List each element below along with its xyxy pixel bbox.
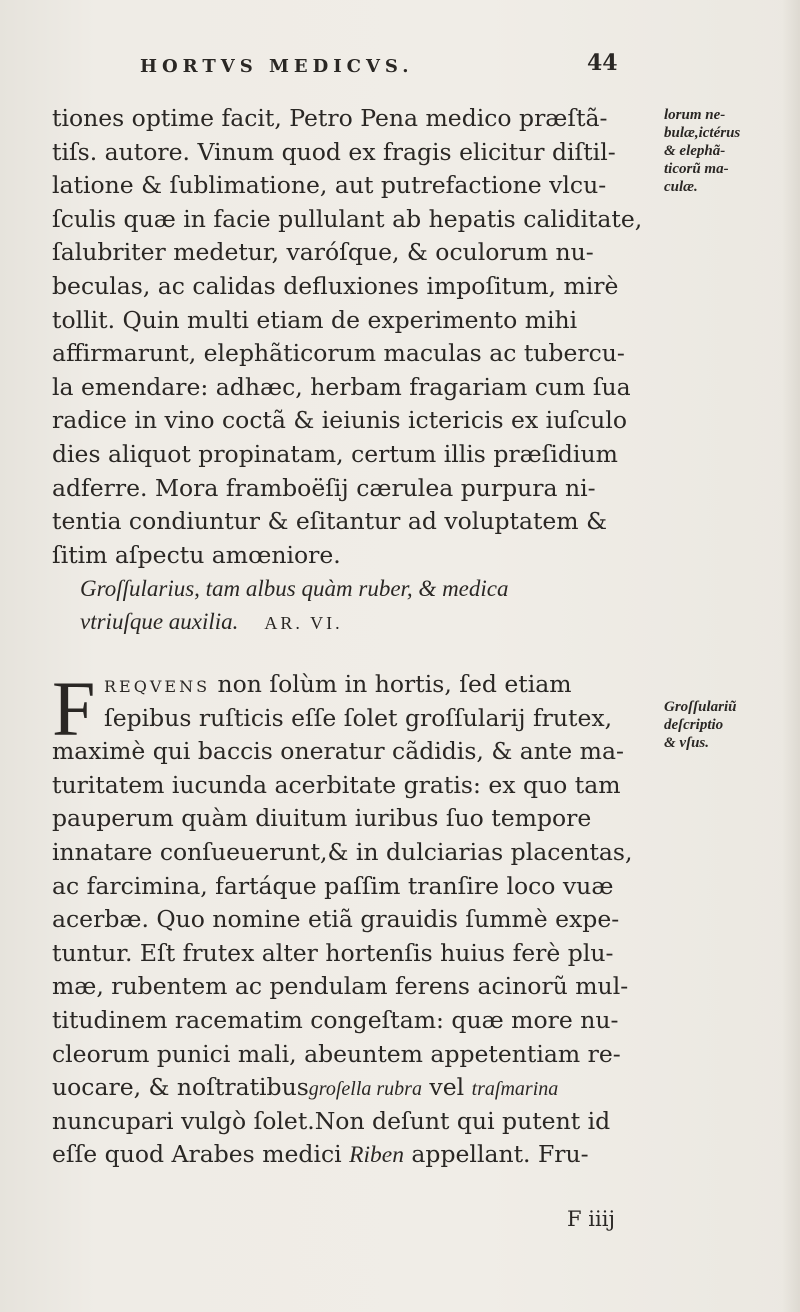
drop-cap: F — [52, 665, 96, 752]
note-line: culæ. — [664, 179, 698, 195]
text-line: pauperum quàm diuitum iuribus ſuo tempore — [52, 804, 592, 833]
text-line: tiſs. autore. Vinum quod ex fragis elicitur diſtil- — [52, 137, 616, 166]
text-line: la emendare: adhæc, herbam fragariam cum ſua — [52, 372, 631, 401]
text-line: mæ, rubentem ac pendulam ferens acinorũ mul- — [52, 972, 629, 1001]
text-line: turitatem iucunda acerbitate gratis: ex quo tam — [52, 770, 621, 799]
text-line: dies aliquot propinatam, certum illis præſidium — [52, 439, 618, 468]
opening-caps: REQVENS — [104, 677, 211, 696]
italic-term: traſmarina — [471, 1078, 559, 1101]
text-block-2 — [52, 665, 637, 1172]
text-line: ſculis quæ in facie pullulant ab hepatis caliditate, — [52, 204, 643, 233]
note-line: lorum ne- — [664, 107, 726, 123]
text-line: adferre. Mora framboëſij cærulea purpura ni- — [52, 473, 596, 502]
heading-line-2-text: vtriuſque auxilia. — [80, 609, 239, 634]
italic-term: Riben — [349, 1142, 404, 1169]
text-line: radice in vino coctã & ieiunis ictericis ex iuſculo — [52, 406, 627, 435]
running-title: HORTVS MEDICVS. — [140, 56, 414, 77]
note-line: ticorũ ma- — [664, 161, 729, 177]
note-line: & elephã- — [664, 143, 726, 159]
note-line: & vſus. — [664, 735, 709, 751]
note-line: Groſſulariũ — [664, 699, 737, 715]
note-line: deſcriptio — [664, 717, 724, 733]
section-heading — [80, 572, 620, 640]
article-label: AR. VI. — [264, 613, 343, 633]
text-segment: appellant. Fru- — [403, 1140, 589, 1169]
text-line: cleorum punici mali, abeuntem appetentiam re- — [52, 1039, 621, 1068]
text-segment: vel — [421, 1073, 472, 1102]
text-line: beculas, ac calidas defluxiones impoſitum, mirè — [52, 271, 619, 300]
heading-line-1: Groſſularius, tam albus quàm ruber, & medica — [80, 576, 509, 601]
text-line: ſalubriter medetur, varóſque, & oculorum nu- — [52, 238, 594, 267]
page-edge-shadow — [782, 0, 800, 1312]
text-segment: eſſe quod Arabes medici — [52, 1140, 350, 1169]
text-line — [52, 668, 637, 702]
opening-rest: non ſolùm in hortis, ſed etiam — [210, 670, 572, 698]
text-line — [52, 1138, 637, 1172]
text-line: ac farcimina, fartáque paſſim tranſire loco vuæ — [52, 871, 614, 900]
text-line: innatare conſueuerunt,& in dulciarias placentas, — [52, 837, 633, 866]
signature-mark: F iiij — [567, 1207, 615, 1231]
page-number: 44 — [587, 50, 618, 76]
text-line: maximè qui baccis oneratur cãdidis, & ante ma- — [52, 737, 624, 766]
text-line: tollit. Quin multi etiam de experimento mihi — [52, 305, 578, 334]
text-line: ſitim aſpectu amœniore. — [52, 540, 341, 569]
italic-term: groſella rubra — [308, 1078, 422, 1101]
text-line: tentia condiuntur & eſitantur ad voluptatem & — [52, 507, 607, 536]
text-line: acerbæ. Quo nomine etiã grauidis ſummè expe- — [52, 905, 620, 934]
text-line: latione & ſublimatione, aut putrefactione vlcu- — [52, 171, 607, 200]
text-block-1 — [52, 102, 643, 572]
marginal-note-1 — [664, 106, 784, 196]
marginal-note-2 — [664, 698, 784, 752]
text-line: ſepibus ruſticis eſſe ſolet groſſularij frutex, — [104, 703, 613, 732]
text-line: tuntur. Eſt frutex alter hortenſis huius ferè plu- — [52, 938, 614, 967]
text-segment: uocare, & noſtratibus — [52, 1073, 309, 1102]
text-line: affirmarunt, elephãticorum maculas ac tubercu- — [52, 339, 625, 368]
text-line — [52, 1071, 637, 1105]
heading-line-2 — [80, 605, 620, 640]
text-line: nuncupari vulgò ſolet.Non deſunt qui putent id — [52, 1106, 611, 1135]
note-line: bulæ,ictérus — [664, 125, 741, 141]
text-line: tiones optime facit, Petro Pena medico præſtã- — [52, 104, 608, 132]
text-line: titudinem racematim congeſtam: quæ more nu- — [52, 1005, 619, 1034]
